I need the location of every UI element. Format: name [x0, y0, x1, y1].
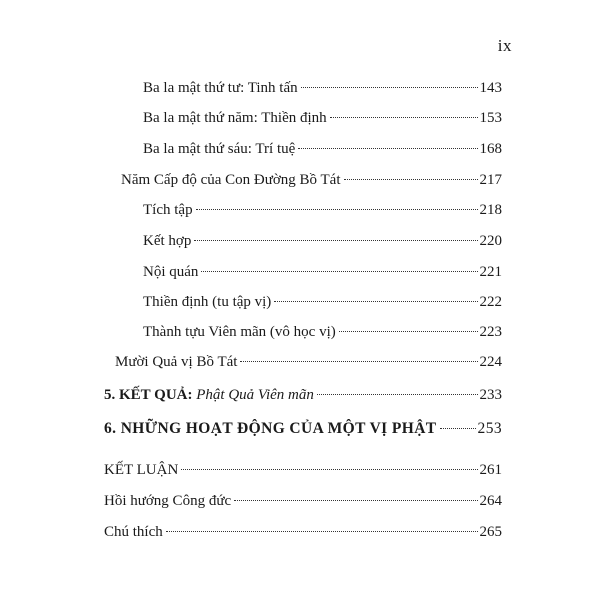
toc-entry[interactable]	[121, 170, 502, 190]
toc-entry[interactable]	[143, 108, 502, 128]
toc-entry-page: 261	[479, 462, 502, 478]
dot-leader	[344, 179, 478, 180]
toc-entry-page: 221	[479, 264, 502, 280]
dot-leader	[339, 331, 478, 332]
dot-leader	[166, 531, 478, 532]
toc-entry[interactable]	[104, 460, 502, 480]
toc-entry-label: KẾT LUẬN	[104, 462, 179, 478]
dot-leader	[196, 209, 478, 210]
toc-entry[interactable]	[143, 292, 502, 312]
toc-entry-page: 143	[479, 80, 502, 96]
toc-entry-label: Kết hợp	[143, 233, 192, 249]
toc-entry[interactable]	[143, 200, 502, 220]
toc-entry[interactable]	[104, 522, 502, 542]
toc-entry-page: 168	[479, 141, 502, 157]
toc-entry[interactable]	[115, 352, 502, 372]
toc-entry-label: Mười Quả vị Bồ Tát	[115, 354, 238, 370]
toc-chapter-entry[interactable]	[104, 419, 502, 439]
dot-leader	[274, 301, 477, 302]
dot-leader	[234, 500, 477, 501]
toc-entry-page: 223	[479, 324, 502, 340]
toc-entry[interactable]	[104, 491, 502, 511]
toc-entry-page: 224	[479, 354, 502, 370]
toc-entry-label: Năm Cấp độ của Con Đường Bồ Tát	[121, 172, 341, 188]
chapter-title: 5. KẾT QUẢ:	[104, 387, 193, 403]
dot-leader	[301, 87, 478, 88]
toc-entry-page: 218	[479, 202, 502, 218]
toc-entry[interactable]	[143, 262, 502, 282]
toc-entry-page: 264	[479, 493, 502, 509]
toc-entry-label: Ba la mật thứ tư: Tinh tấn	[143, 80, 298, 96]
dot-leader	[317, 394, 478, 395]
toc-entry-label: Nội quán	[143, 264, 199, 280]
toc-entry-label: Tích tập	[143, 202, 193, 218]
toc-entry-label: Thiền định (tu tập vị)	[143, 294, 272, 310]
toc-entry-label: Ba la mật thứ năm: Thiền định	[143, 110, 327, 126]
toc-entry-page: 265	[479, 524, 502, 540]
dot-leader	[240, 361, 477, 362]
toc-entry-page: 253	[477, 420, 502, 437]
dot-leader	[194, 240, 477, 241]
toc-entry[interactable]	[143, 322, 502, 342]
dot-leader	[201, 271, 477, 272]
dot-leader	[330, 117, 478, 118]
toc-entry-label: Thành tựu Viên mãn (vô học vị)	[143, 324, 336, 340]
toc-entry-label: Chú thích	[104, 524, 163, 540]
toc-entry-page: 233	[479, 387, 502, 403]
toc-entry-page: 222	[479, 294, 502, 310]
dot-leader	[440, 428, 476, 429]
toc-entry[interactable]	[143, 231, 502, 251]
toc-entry-label: 6. NHỮNG HOẠT ĐỘNG CỦA MỘT VỊ PHẬT	[104, 420, 437, 437]
toc-entry-page: 153	[479, 110, 502, 126]
toc-entry-label: Ba la mật thứ sáu: Trí tuệ	[143, 141, 296, 157]
toc-entry-label	[104, 385, 314, 405]
page-number: ix	[497, 36, 512, 55]
toc-entry[interactable]	[143, 78, 502, 98]
dot-leader	[181, 469, 477, 470]
toc-entry[interactable]	[143, 139, 502, 159]
toc-entry-label: Hồi hướng Công đức	[104, 493, 232, 509]
chapter-subtitle: Phật Quả Viên mãn	[196, 387, 314, 403]
toc-entry-page: 220	[479, 233, 502, 249]
toc-chapter-entry[interactable]	[104, 385, 502, 405]
toc-entry-page: 217	[479, 172, 502, 188]
dot-leader	[298, 148, 477, 149]
